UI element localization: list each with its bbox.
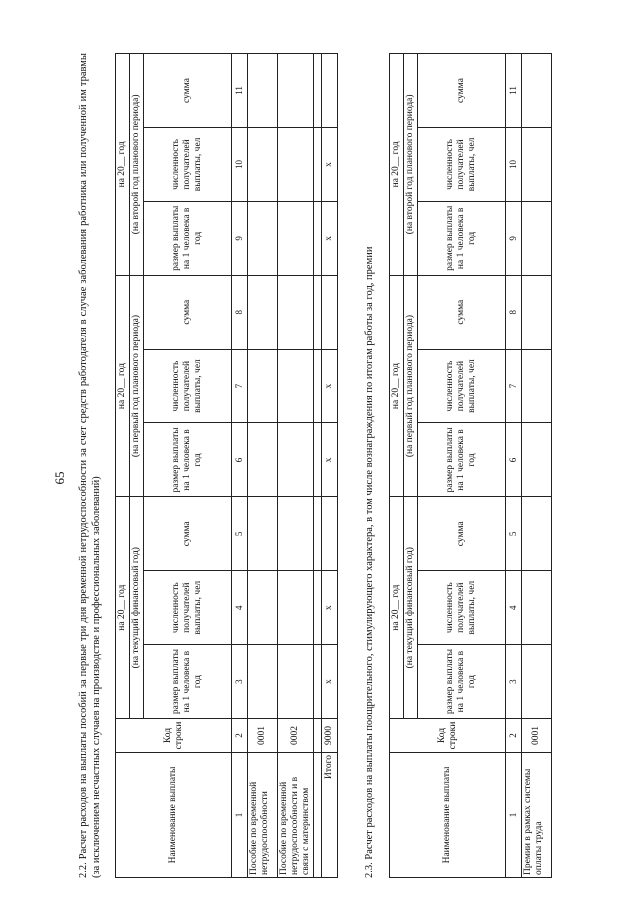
column-number: 2 [232,719,248,753]
table-cell [314,423,322,497]
header-name: Наименование выплаты [390,753,506,878]
table-cell [322,497,338,571]
row-name: Пособие по временной нетрудоспособности [248,753,278,878]
table-cell [522,349,552,423]
column-number: 3 [232,645,248,719]
table-row [314,54,322,878]
column-number: 9 [232,201,248,275]
table-row [248,54,278,878]
table-cell [248,423,278,497]
table-cell [322,275,338,349]
table-cell [522,201,552,275]
table-cell [278,645,314,719]
table-cell [314,571,322,645]
table-cell [248,497,278,571]
column-number: 4 [232,571,248,645]
header-count: численность получателей выплаты, чел [418,571,506,645]
table-row [278,54,314,878]
table-cell [248,645,278,719]
table-cell [278,349,314,423]
column-number: 3 [506,645,522,719]
table-cell [278,497,314,571]
column-number: 6 [506,423,522,497]
header-period-desc: (на второй год планового периода) [404,54,418,276]
header-sum: сумма [418,54,506,128]
table-cell [278,128,314,202]
table-cell [314,275,322,349]
row-code: 0002 [278,719,314,753]
header-sum: сумма [144,54,232,128]
table-cell [314,54,322,128]
table-cell: х [322,128,338,202]
column-number: 10 [232,128,248,202]
header-sum: сумма [418,275,506,349]
header-period-year: на 20__ год [390,497,404,719]
section-2-3-title: 2.3. Расчет расходов на выплаты поощрительного, стимулирующего характера, в том числе вознаграждения по итогам работы за год, премии [364,246,375,878]
header-code: Код строки [390,719,506,753]
row-name [314,753,322,878]
header-count: численность получателей выплаты, чел [418,349,506,423]
header-period-year: на 20__ год [390,275,404,497]
column-number: 9 [506,201,522,275]
table-sick-leave-benefits [115,53,338,878]
table-cell [278,571,314,645]
table-cell [522,128,552,202]
table-cell [248,571,278,645]
column-number: 7 [232,349,248,423]
table-cell [248,54,278,128]
column-number: 2 [506,719,522,753]
table-row [522,54,552,878]
header-sum: сумма [144,497,232,571]
table-row-total [322,54,338,878]
column-number: 7 [506,349,522,423]
header-count: численность получателей выплаты, чел [144,349,232,423]
header-period-year: на 20__ год [116,497,130,719]
header-size: размер выплаты на 1 человека в год [144,201,232,275]
column-number: 5 [506,497,522,571]
header-count: численность получателей выплаты, чел [144,128,232,202]
table-cell [322,54,338,128]
header-sum: сумма [144,275,232,349]
row-name: Премии в рамках системы оплаты труда [522,753,552,878]
header-count: численность получателей выплаты, чел [144,571,232,645]
table-cell [522,645,552,719]
table-cell [278,54,314,128]
header-name: Наименование выплаты [116,753,232,878]
column-number: 11 [506,54,522,128]
table-cell [522,275,552,349]
table-cell [314,349,322,423]
table-cell [314,201,322,275]
header-period-desc: (на текущий финансовый год) [130,497,144,719]
table-incentive-payments [389,53,552,878]
header-period-year: на 20__ год [116,54,130,276]
column-number: 1 [232,753,248,878]
header-period-desc: (на первый год планового периода) [130,275,144,497]
page-number: 65 [52,471,67,485]
header-sum: сумма [418,497,506,571]
table-cell [522,54,552,128]
header-period-desc: (на первый год планового периода) [404,275,418,497]
table-cell [278,201,314,275]
column-number: 1 [506,753,522,878]
table-cell: х [322,571,338,645]
column-number: 4 [506,571,522,645]
table-cell: х [322,349,338,423]
table-cell [248,201,278,275]
header-count: численность получателей выплаты, чел [418,128,506,202]
row-code: 9000 [322,719,338,753]
column-number: 10 [506,128,522,202]
table-cell [248,275,278,349]
table-cell: х [322,645,338,719]
header-size: размер выплаты на 1 человека в год [418,645,506,719]
rotated-content [73,33,640,878]
column-number: 8 [506,275,522,349]
header-code: Код строки [116,719,232,753]
header-period-year: на 20__ год [390,54,404,276]
table-cell [314,645,322,719]
table-cell: х [322,423,338,497]
header-size: размер выплаты на 1 человека в год [144,645,232,719]
header-size: размер выплаты на 1 человека в год [144,423,232,497]
total-label: Итого [322,753,338,878]
table-cell [248,128,278,202]
table-cell [522,423,552,497]
header-period-desc: (на второй год планового периода) [130,54,144,276]
row-code [314,719,322,753]
header-period-year: на 20__ год [116,275,130,497]
row-name: Пособие по временной нетрудоспособности и в связи с материнством [278,753,314,878]
column-number: 11 [232,54,248,128]
row-code: 0001 [522,719,552,753]
column-number: 6 [232,423,248,497]
section-2-2-title: 2.2. Расчет расходов на выплаты пособий за первые три дня временной нетрудоспособности за счет средств работодателя в случае заболевания работника или полученной им травмы (за исключением несчастных случаев на производстве и профессиональных заболеваний) [78,53,102,878]
column-number: 5 [232,497,248,571]
header-period-desc: (на текущий финансовый год) [404,497,418,719]
header-size: размер выплаты на 1 человека в год [418,201,506,275]
table-cell [314,497,322,571]
table-cell [248,349,278,423]
header-size: размер выплаты на 1 человека в год [418,423,506,497]
table-cell [278,275,314,349]
table-cell [522,571,552,645]
column-number: 8 [232,275,248,349]
row-code: 0001 [248,719,278,753]
table-cell [314,128,322,202]
table-cell [278,423,314,497]
table-cell: х [322,201,338,275]
table-cell [522,497,552,571]
